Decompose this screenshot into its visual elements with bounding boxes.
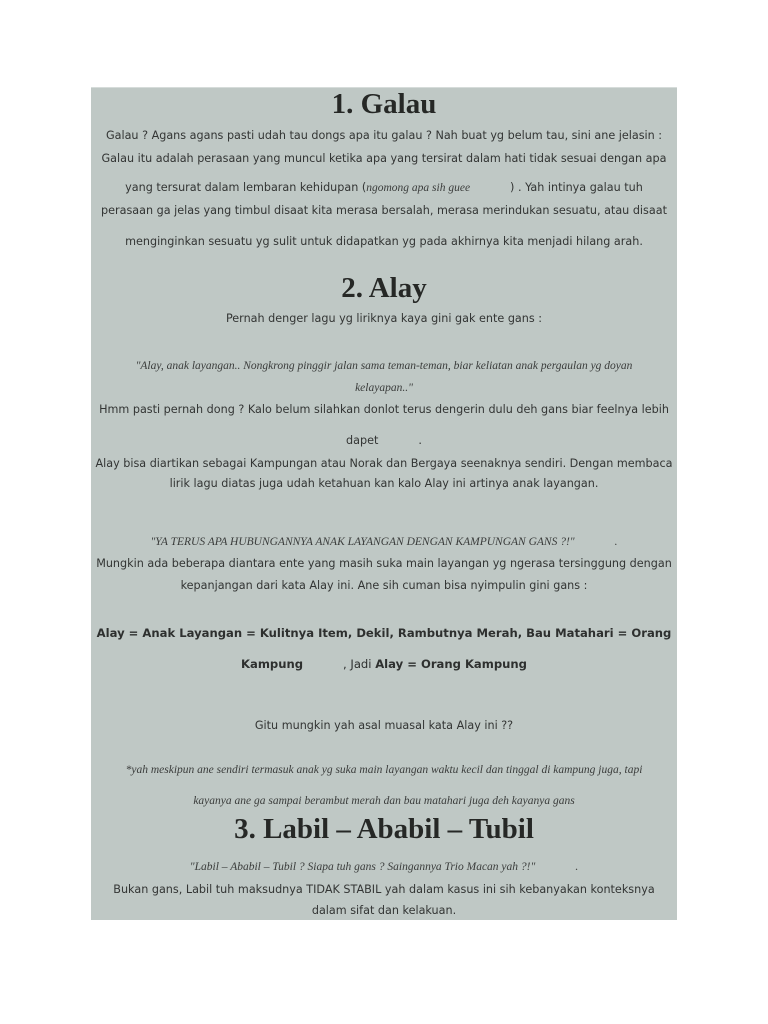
text-span: . [418,434,422,447]
text-span: yang tersurat dalam lembaran kehidupan ( [125,181,367,194]
paragraph-line [91,434,677,447]
heading-galau: 1. Galau [331,88,437,120]
text-span: . [614,536,618,548]
paragraph-line: Hmm pasti pernah dong ? Kalo belum silahkan donlot terus dengerin dulu deh gans biar feelnya lebih [99,403,669,416]
paragraph-line: lirik lagu diatas juga udah ketahuan kan kalo Alay ini artinya anak layangan. [169,477,599,490]
paragraph-line [91,181,677,194]
paragraph-line: Galau ? Agans agans pasti udah tau dongs apa itu galau ? Nah buat yg belum tau, sini ane jelasin : [105,129,663,142]
paragraph-line: Bukan gans, Labil tuh maksudnya TIDAK STABIL yah dalam kasus ini sih kebanyakan konteksnya [113,883,655,896]
footnote-line: *yah meskipun ane sendiri termasuk anak yg suka main layangan waktu kecil dan tinggal di kampung juga, tapi [125,764,643,776]
paragraph-line: Gitu mungkin yah asal muasal kata Alay ini ?? [254,719,514,732]
heading-labil: 3. Labil – Ababil – Tubil [234,813,534,845]
paragraph-line: Mungkin ada beberapa diantara ente yang masih suka main layangan yg ngerasa tersinggung dengan [96,557,672,570]
paragraph-line: menginginkan sesuatu yg sulit untuk didapatkan yg pada akhirnya kita menjadi hilang arah. [125,235,643,248]
italic-aside: ngomong apa sih guee [366,182,471,194]
quote-line [91,861,677,873]
quote-line [91,536,677,548]
paragraph-line: dalam sifat dan kelakuan. [311,904,457,917]
paragraph-line: Pernah denger lagu yg liriknya kaya gini gak ente gans : [225,312,543,325]
text-span: dapet [346,434,379,447]
text-span: ) . Yah intinya galau tuh [510,181,643,194]
document-page [91,87,677,920]
text-span: "YA TERUS APA HUBUNGANNYA ANAK LAYANGAN DENGAN KAMPUNGAN GANS ?!" [150,536,575,548]
text-span: Alay = Orang Kampung [375,657,527,671]
footnote-line: kayanya ane ga sampai berambut merah dan bau matahari juga deh kayanya gans [193,795,575,807]
paragraph-line: Alay bisa diartikan sebagai Kampungan atau Norak dan Bergaya seenaknya sendiri. Dengan membaca [95,457,673,470]
paragraph-line: Galau itu adalah perasaan yang muncul ketika apa yang tersirat dalam hati tidak sesuai dengan apa [101,152,667,165]
quote-line: "Alay, anak layangan.. Nongkrong pinggir jalan sama teman-teman, biar keliatan anak pergaulan yg doyan [135,360,633,372]
quote-line: kelayapan.." [355,382,413,394]
heading-alay: 2. Alay [341,272,427,304]
bold-equation-line [91,657,677,671]
text-span: "Labil – Ababil – Tubil ? Siapa tuh gans ? Saingannya Trio Macan yah ?!" [189,861,536,873]
paragraph-line: perasaan ga jelas yang timbul disaat kita merasa bersalah, merasa merindukan sesuatu, atau disaat [101,204,667,217]
text-span: , Jadi [343,657,376,671]
bold-equation-line: Alay = Anak Layangan = Kulitnya Item, Dekil, Rambutnya Merah, Bau Matahari = Orang [96,626,672,640]
text-span: Kampung [241,657,304,671]
paragraph-line: kepanjangan dari kata Alay ini. Ane sih cuman bisa nyimpulin gini gans : [180,579,588,592]
text-span: . [575,861,579,873]
